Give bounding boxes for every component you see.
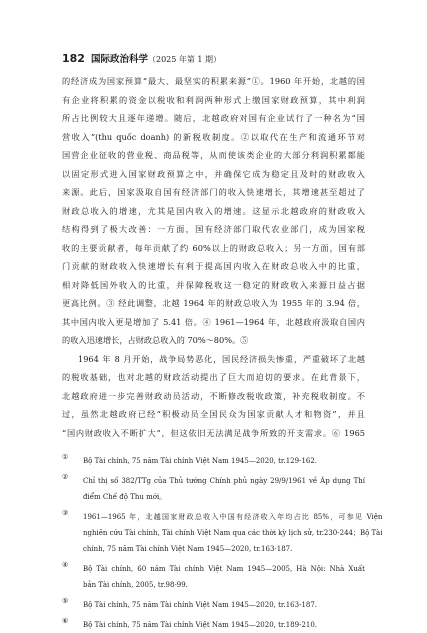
text-line: 更高比例。③ 经此调整，北越 1964 年的财政总收入为 1955 年的 3.94 倍， — [62, 298, 365, 308]
text-line: 1964 年 8 月开始，战争局势恶化，国民经济损失惨重，严重破坏了北越 — [78, 353, 365, 364]
footnote-line: Bộ Tài chính, 75 năm Tài chính Việt Nam 1945—2020, tr.163-187. — [83, 601, 318, 609]
text-line: 相对降低国外收入的比重，并保障税收这一稳定的财政收入来源日益占据 — [62, 279, 365, 290]
footnote — [62, 473, 365, 505]
text-line: 有企业将积累的资金以税收和利润两种形式上缴国家财政预算，其中利润 — [62, 94, 365, 105]
text-line: 收的主要贡献者，每年贡献了约 60%以上的财政总收入；另一方面，国有部 — [62, 242, 365, 253]
footnote — [62, 509, 383, 557]
text-line: 的税收基础，也对北越的财政活动提出了巨大而迫切的要求。在此背景下， — [62, 372, 365, 382]
text-line: 结构得到了极大改善：一方面，国有经济部门取代农业部门，成为国家税 — [62, 224, 365, 234]
body-text — [62, 72, 365, 442]
text-line: 以固定形式进入国家财政预算之中，并确保它成为稳定且及时的财政收入 — [62, 168, 365, 179]
text-line: 财政总收入的增速，尤其是国内收入的增速。这显示北越政府的财政收入 — [62, 205, 365, 216]
text-line: 过，虽然北越政府已经“积极动员全国民众为国家贡献人才和物资”，并且 — [62, 409, 365, 419]
footnote-marker: ③ — [62, 509, 69, 517]
footnote — [62, 453, 365, 469]
text-line: 的经济成为国家预算“最大、最坚实的积累来源”①。1960 年开始，北越的国 — [62, 76, 365, 86]
running-header — [62, 52, 362, 65]
footnote-line: nghiên cứu Tài chính, Tài chính Việt Nam qua các thời kỳ lịch sử, tr.230-244；Bộ Tài — [83, 529, 383, 537]
text-line: 所占比例较大且逐年递增。随后，北越政府对国有企业试行了一种名为“国 — [62, 113, 365, 123]
footnote-line: Chỉ thị số 382/TTg của Thủ tướng Chính phủ ngày 29/9/1961 về Áp dụng Thí — [83, 477, 365, 485]
footnote-line: Bộ Tài chính, 75 năm Tài chính Việt Nam 1945—2020, tr.189-210. — [83, 621, 318, 629]
text-line: 北越政府进一步完善财政动员活动，不断修改税收政策，补充税收制度。不 — [62, 390, 365, 401]
text-line: “国内财政收入不断扩大”，但这依旧无法满足战争所致的开支需求。⑥ 1965 — [62, 427, 365, 438]
footnote-marker: ① — [62, 453, 69, 461]
journal-title: 国际政治科学 — [90, 54, 148, 65]
page-number: 182 — [62, 52, 85, 65]
footnote-line: điểm Chế độ Thu mới。 — [83, 493, 167, 501]
footnote — [62, 597, 365, 613]
footnote-marker: ② — [62, 473, 69, 481]
footnote-line: chính, 75 năm Tài chính Việt Nam 1945—2020, tr.163-187. — [83, 545, 293, 553]
footnote-line: bản Tài chính, 2005, tr.98-99. — [83, 581, 188, 589]
footnote-line: 1961—1965 年，北越国家财政总收入中国有经济收入年均占比 85%，可参见 Viện — [83, 513, 383, 521]
footnote — [62, 561, 365, 593]
text-line: 营收入”(thu quốc doanh) 的新税收制度。②以取代在生产和流通环节对 — [62, 131, 365, 142]
issue-label: （2025 年第 1 期） — [147, 55, 222, 64]
footnote-line: Bộ Tài chính, 75 năm Tài chính Việt Nam 1945—2020, tr.129-162. — [83, 457, 318, 465]
footnote — [62, 617, 365, 633]
footnote-line: Bộ Tài chính, 60 năm Tài chính Việt Nam 1945—2005, Hà Nội: Nhà Xuất — [83, 565, 365, 573]
text-line: 的收入迅速增长，占财政总收入的 70%～80%。⑤ — [62, 335, 249, 345]
footnote-marker: ④ — [62, 561, 69, 569]
text-line: 门贡献的财政收入快速增长有利于提高国内收入在财政总收入中的比重， — [62, 261, 365, 271]
footnotes — [62, 453, 383, 633]
text-line: 国营企业征收的营业税、商品税等，从而使该类企业的大部分利润积累都能 — [62, 150, 365, 160]
footnote-marker: ⑥ — [62, 617, 69, 625]
footnote-marker: ⑤ — [62, 597, 69, 605]
text-line: 其中国内收入更是增加了 5.41 倍。④ 1961—1964 年，北越政府汲取自国内 — [62, 316, 365, 327]
text-line: 来源。此后，国家汲取自国有经济部门的收入快速增长，其增速甚至超过了 — [62, 187, 365, 197]
